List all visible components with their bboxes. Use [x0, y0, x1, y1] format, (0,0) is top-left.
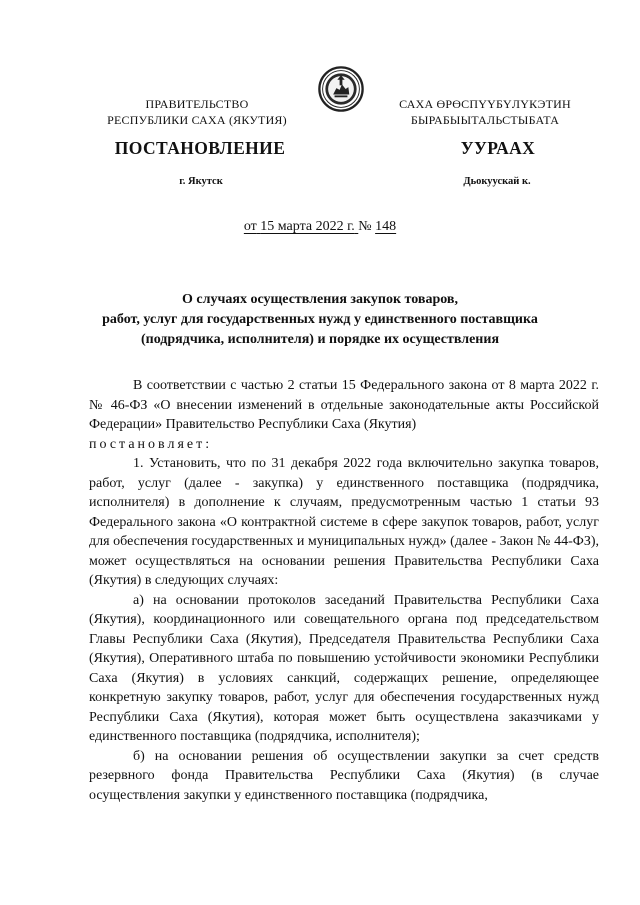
- title-line2: работ, услуг для государственных нужд у единственного поставщика: [102, 312, 538, 327]
- decree-number: 148: [375, 219, 397, 234]
- org-right-line2: БЫРАБЫЫТАЛЬСТЫБАТА: [410, 113, 560, 127]
- item-b-paragraph: б) на основании решения об осуществлении закупки за счет средств резервного фонда Правительства Республики Саха (Якутия) (в случае осуществления закупки у единственного поставщика (подрядчика,: [89, 748, 599, 803]
- decree-title-sakha: УУРААХ: [460, 138, 536, 158]
- item-a-paragraph: а) на основании протоколов заседаний Правительства Республики Саха (Якутия), координационного или совещательного органа под председательством Главы Республики Саха (Якутия), Председателя Правительства Республики Саха (Якутия), Оперативного штаба по повышению устойчивости экономики Республики Саха (Якутия) в условиях санкций, содержащих решение, определяющее конкретную закупку товаров, работ, услуг для обеспечения государственных нужд Республики Саха (Якутия), которая может быть осуществлена заказчиками у единственного поставщика (подрядчика, исполнителя);: [89, 592, 599, 744]
- item-1-paragraph: 1. Установить, что по 31 декабря 2022 года включительно закупка товаров, работ, услуг (далее - закупка) у единственного поставщика (подрядчика, исполнителя) в дополнение к случаям, предусмотренным частью 1 статьи 93 Федерального закона «О контрактной системе в сфере закупок товаров, работ, услуг для обеспечения государственных и муниципальных нужд» (далее - Закон № 44-ФЗ), может осуществляться на основании решения Правительства Республики Саха (Якутия) в следующих случаях:: [89, 456, 599, 588]
- org-left-line2: РЕСПУБЛИКИ САХА (ЯКУТИЯ): [107, 113, 287, 127]
- sakha-emblem-icon: [318, 66, 364, 112]
- city-russian: г. Якутск: [179, 176, 223, 187]
- intro-text: В соответствии с частью 2 статьи 15 Федерального закона от 8 марта 2022 г. № 46-ФЗ «О внесении изменений в отдельные законодательные акты Российской Федерации» Правительство Республики Саха (Якутия): [89, 378, 599, 432]
- city-sakha: Дьокуускай к.: [463, 176, 531, 187]
- decree-date: 15 марта 2022 г.: [260, 219, 355, 234]
- number-sign: №: [358, 219, 372, 234]
- org-name-russian: [97, 96, 297, 128]
- document-title: [80, 290, 560, 350]
- title-line1: О случаях осуществления закупок товаров,: [182, 292, 458, 307]
- resolves-word: постановляет:: [89, 436, 213, 452]
- intro-paragraph: [89, 376, 599, 435]
- org-right-line1: САХА ӨРӨСПҮҮБҮЛҮКЭТИН: [399, 97, 571, 111]
- document-body: [89, 376, 599, 805]
- date-prefix: от: [243, 219, 257, 234]
- org-name-sakha: [385, 96, 585, 128]
- decree-title-russian: ПОСТАНОВЛЕНИЕ: [114, 138, 286, 158]
- title-line3: (подрядчика, исполнителя) и порядке их осуществления: [140, 332, 500, 347]
- org-left-line1: ПРАВИТЕЛЬСТВО: [145, 97, 249, 111]
- decree-date-number: [0, 219, 640, 235]
